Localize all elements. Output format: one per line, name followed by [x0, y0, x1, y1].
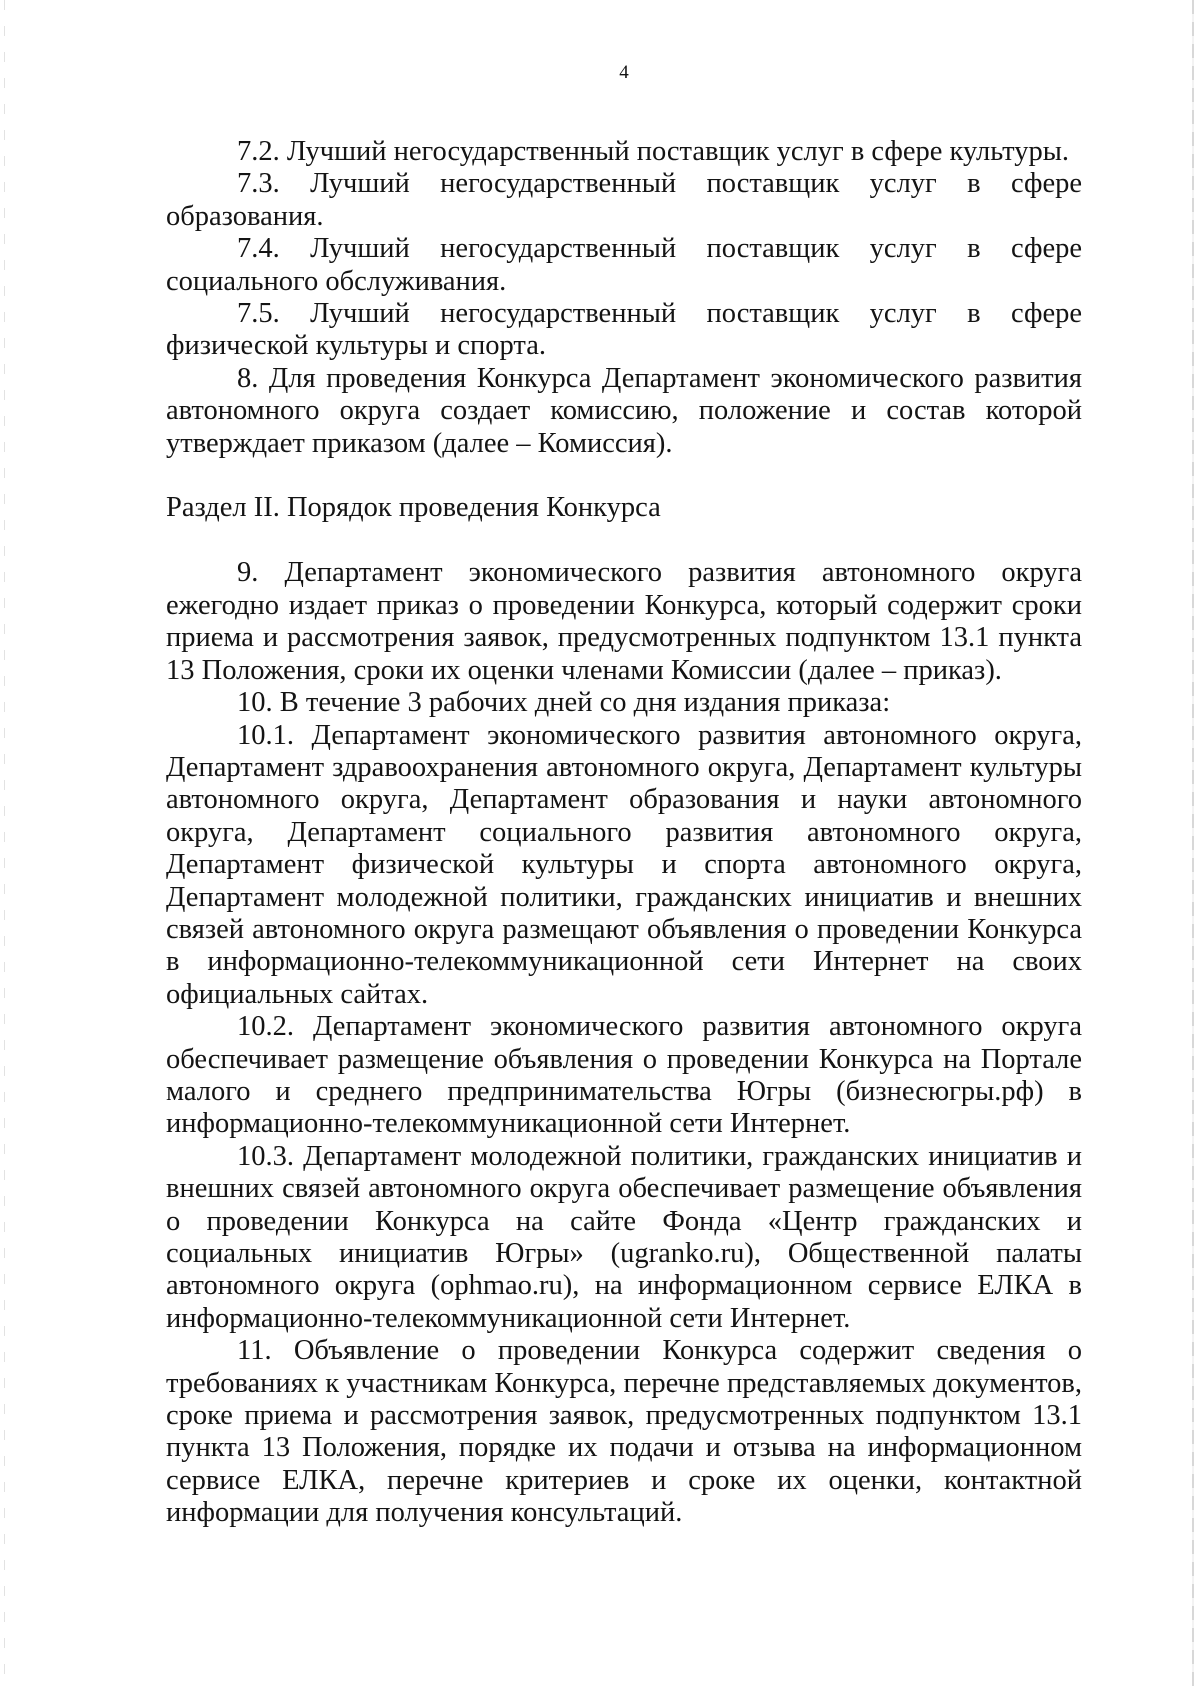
page-number: 4 — [619, 62, 629, 83]
paragraph-7-2: 7.2. Лучший негосударственный поставщик услуг в сфере культуры. — [237, 136, 1069, 167]
paragraph-7-5: 7.5. Лучший негосударственный поставщик услуг в сфере физической культуры и спорта. — [166, 298, 1082, 362]
paragraph-7-3: 7.3. Лучший негосударственный поставщик услуг в сфере образования. — [166, 168, 1082, 232]
scan-edge-right — [1192, 0, 1194, 1686]
paragraph-9: 9. Департамент экономического развития автономного округа ежегодно издает приказ о проведении Конкурса, который содержит сроки приема и рассмотрения заявок, предусмотренных подпунктом 13.1 пункта 13 Положения, сроки их оценки членами Комиссии (далее – приказ). — [166, 557, 1082, 686]
paragraph-10-3: 10.3. Департамент молодежной политики, гражданских инициатив и внешних связей автономного округа обеспечивает размещение объявления о проведении Конкурса на сайте Фонда «Центр гражданских и социальных инициатив Югры» (ugranko.ru), Общественной палаты автономного округа (ophmao.ru), на информационном сервисе ЕЛКА в информационно-телекоммуникационной сети Интернет. — [166, 1140, 1082, 1334]
document-body — [166, 136, 1082, 1530]
paragraph-7-4: 7.4. Лучший негосударственный поставщик услуг в сфере социального обслуживания. — [166, 233, 1082, 297]
paragraph-8: 8. Для проведения Конкурса Департамент экономического развития автономного округа создает комиссию, положение и состав которой утверждает приказом (далее – Комиссия). — [166, 362, 1082, 459]
paragraph-10-1: 10.1. Департамент экономического развития автономного округа, Департамент здравоохранения автономного округа, Департамент культуры автономного округа, Департамент образования и науки автономного округа, Департамент социального развития автономного округа, Департамент физической культуры и спорта автономного округа, Департамент молодежной политики, гражданских инициатив и внешних связей автономного округа размещают объявления о проведении Конкурса в информационно-телекоммуникационной сети Интернет на своих официальных сайтах. — [166, 719, 1082, 1010]
paragraph-10-2: 10.2. Департамент экономического развития автономного округа обеспечивает размещение объявления о проведении Конкурса на Портале малого и среднего предпринимательства Югры (бизнесюгры.рф) в информационно-телекоммуникационной сети Интернет. — [166, 1011, 1082, 1140]
paragraph-11: 11. Объявление о проведении Конкурса содержит сведения о требованиях к участникам Конкурса, перечне представляемых документов, сроке приема и рассмотрения заявок, предусмотренных подпунктом 13.1 пункта 13 Положения, порядке их подачи и отзыва на информационном сервисе ЕЛКА, перечне критериев и сроке их оценки, контактной информации для получения консультаций. — [166, 1335, 1082, 1529]
paragraph-10: 10. В течение 3 рабочих дней со дня издания приказа: — [237, 687, 891, 719]
section-heading: Раздел II. Порядок проведения Конкурса — [166, 492, 661, 524]
scan-edge-left — [4, 0, 5, 1686]
